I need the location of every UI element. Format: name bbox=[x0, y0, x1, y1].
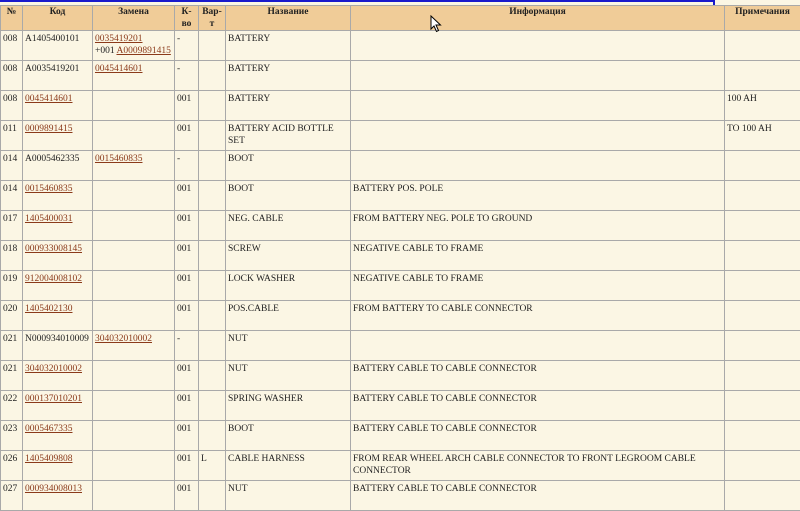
cell-quantity bbox=[175, 151, 199, 181]
cell-code bbox=[23, 91, 93, 121]
row-number: 008 bbox=[3, 64, 17, 74]
cell-code bbox=[23, 61, 93, 91]
cell-code bbox=[23, 211, 93, 241]
part-name: LOCK WASHER bbox=[228, 274, 295, 284]
part-name: NEG. CABLE bbox=[228, 214, 283, 224]
part-code-link[interactable]: 304032010002 bbox=[25, 364, 82, 374]
table-row bbox=[1, 241, 800, 271]
quantity: - bbox=[177, 64, 180, 74]
part-code-link[interactable]: 1405400031 bbox=[25, 214, 73, 224]
cell-code bbox=[23, 361, 93, 391]
cell-no bbox=[1, 121, 23, 151]
row-number: 023 bbox=[3, 424, 17, 434]
row-number: 008 bbox=[3, 94, 17, 104]
table-row bbox=[1, 121, 800, 151]
cell-information bbox=[351, 421, 725, 451]
cell-no bbox=[1, 391, 23, 421]
cell-no bbox=[1, 241, 23, 271]
row-number: 020 bbox=[3, 304, 17, 314]
cell-replacement bbox=[93, 31, 175, 61]
quantity: 001 bbox=[177, 94, 191, 104]
part-code-link[interactable]: 0015460835 bbox=[25, 184, 73, 194]
cell-information bbox=[351, 271, 725, 301]
part-code-link[interactable]: 0005467335 bbox=[25, 424, 73, 434]
cell-information bbox=[351, 121, 725, 151]
part-information: FROM REAR WHEEL ARCH CABLE CONNECTOR TO FRONT LEGROOM CABLE CONNECTOR bbox=[353, 454, 696, 476]
part-code-link[interactable]: 1405409808 bbox=[25, 454, 73, 464]
table-row bbox=[1, 211, 800, 241]
replacement-code-link[interactable]: 0045414601 bbox=[95, 64, 143, 74]
part-name: BATTERY bbox=[228, 64, 270, 74]
cell-quantity bbox=[175, 451, 199, 481]
quantity: 001 bbox=[177, 364, 191, 374]
cell-no bbox=[1, 271, 23, 301]
replacement-prefix: +001 bbox=[95, 46, 116, 56]
table-row bbox=[1, 301, 800, 331]
table-row bbox=[1, 391, 800, 421]
cell-information bbox=[351, 361, 725, 391]
cell-no bbox=[1, 421, 23, 451]
quantity: - bbox=[177, 334, 180, 344]
table-row bbox=[1, 481, 800, 511]
part-name: NUT bbox=[228, 334, 248, 344]
cell-replacement bbox=[93, 121, 175, 151]
variant: L bbox=[201, 454, 207, 464]
cell-quantity bbox=[175, 331, 199, 361]
part-name: CABLE HARNESS bbox=[228, 454, 305, 464]
cell-variant bbox=[199, 151, 226, 181]
cell-no bbox=[1, 301, 23, 331]
cell-variant bbox=[199, 391, 226, 421]
cell-notes bbox=[725, 31, 800, 61]
table-row bbox=[1, 361, 800, 391]
cell-code bbox=[23, 421, 93, 451]
part-code-link[interactable]: 0009891415 bbox=[25, 124, 73, 134]
cell-notes bbox=[725, 61, 800, 91]
cell-information bbox=[351, 451, 725, 481]
part-information: BATTERY CABLE TO CABLE CONNECTOR bbox=[353, 424, 537, 434]
table-row bbox=[1, 421, 800, 451]
cell-information bbox=[351, 211, 725, 241]
cell-replacement bbox=[93, 61, 175, 91]
part-information: FROM BATTERY TO CABLE CONNECTOR bbox=[353, 304, 533, 314]
quantity: - bbox=[177, 34, 180, 44]
cell-name bbox=[226, 271, 351, 301]
part-information: NEGATIVE CABLE TO FRAME bbox=[353, 274, 483, 284]
part-name: BATTERY bbox=[228, 94, 270, 104]
cell-information bbox=[351, 151, 725, 181]
mouse-pointer-icon bbox=[430, 15, 442, 33]
row-number: 022 bbox=[3, 394, 17, 404]
table-row bbox=[1, 31, 800, 61]
part-name: NUT bbox=[228, 484, 248, 494]
cell-name bbox=[226, 61, 351, 91]
part-name: SCREW bbox=[228, 244, 261, 254]
part-code-link[interactable]: 912004008102 bbox=[25, 274, 82, 284]
table-header-row bbox=[1, 6, 800, 31]
cell-information bbox=[351, 241, 725, 271]
quantity: 001 bbox=[177, 394, 191, 404]
cell-no bbox=[1, 211, 23, 241]
quantity: 001 bbox=[177, 214, 191, 224]
cell-notes bbox=[725, 451, 800, 481]
quantity: - bbox=[177, 154, 180, 164]
cell-quantity bbox=[175, 181, 199, 211]
col-header-code[interactable]: Код bbox=[23, 6, 93, 31]
cell-name bbox=[226, 241, 351, 271]
cell-code bbox=[23, 451, 93, 481]
cell-name bbox=[226, 121, 351, 151]
col-header-notes[interactable]: Примечания bbox=[725, 6, 800, 31]
cell-no bbox=[1, 61, 23, 91]
cell-replacement bbox=[93, 361, 175, 391]
part-name: SPRING WASHER bbox=[228, 394, 303, 404]
table-row bbox=[1, 151, 800, 181]
cell-no bbox=[1, 331, 23, 361]
part-code-link[interactable]: 0045414601 bbox=[25, 94, 73, 104]
cell-information bbox=[351, 61, 725, 91]
table-row bbox=[1, 331, 800, 361]
cell-quantity bbox=[175, 271, 199, 301]
cell-variant bbox=[199, 331, 226, 361]
cell-quantity bbox=[175, 91, 199, 121]
cell-variant bbox=[199, 31, 226, 61]
cell-information bbox=[351, 391, 725, 421]
quantity: 001 bbox=[177, 124, 191, 134]
cell-name bbox=[226, 301, 351, 331]
cell-replacement bbox=[93, 271, 175, 301]
cell-no bbox=[1, 361, 23, 391]
quantity: 001 bbox=[177, 484, 191, 494]
cell-quantity bbox=[175, 481, 199, 511]
row-number: 008 bbox=[3, 34, 17, 44]
row-number: 021 bbox=[3, 364, 17, 374]
row-number: 014 bbox=[3, 184, 17, 194]
cell-no bbox=[1, 91, 23, 121]
cell-variant bbox=[199, 481, 226, 511]
quantity: 001 bbox=[177, 184, 191, 194]
row-number: 027 bbox=[3, 484, 17, 494]
col-header-information[interactable]: Информация bbox=[351, 6, 725, 31]
window-top-border bbox=[0, 0, 714, 2]
cell-variant bbox=[199, 271, 226, 301]
replacement-code-link[interactable]: 0015460835 bbox=[95, 154, 143, 164]
part-code-link[interactable]: 000933008145 bbox=[25, 244, 82, 254]
part-note: 100 AH bbox=[727, 94, 757, 104]
cell-code bbox=[23, 151, 93, 181]
col-header-quantity[interactable]: К-во bbox=[175, 6, 199, 31]
cell-name bbox=[226, 361, 351, 391]
cell-quantity bbox=[175, 61, 199, 91]
part-code: A1405400101 bbox=[25, 34, 79, 44]
cell-name bbox=[226, 181, 351, 211]
cell-code bbox=[23, 481, 93, 511]
cell-replacement bbox=[93, 481, 175, 511]
cell-code bbox=[23, 301, 93, 331]
cell-notes bbox=[725, 121, 800, 151]
cell-variant bbox=[199, 451, 226, 481]
cell-variant bbox=[199, 61, 226, 91]
cell-code bbox=[23, 271, 93, 301]
cell-no bbox=[1, 481, 23, 511]
cell-notes bbox=[725, 151, 800, 181]
cell-notes bbox=[725, 481, 800, 511]
cell-notes bbox=[725, 331, 800, 361]
cell-notes bbox=[725, 241, 800, 271]
part-code: A0005462335 bbox=[25, 154, 79, 164]
cell-quantity bbox=[175, 121, 199, 151]
cell-variant bbox=[199, 301, 226, 331]
cell-notes bbox=[725, 211, 800, 241]
cell-code bbox=[23, 331, 93, 361]
row-number: 011 bbox=[3, 124, 17, 134]
part-code-link[interactable]: 1405402130 bbox=[25, 304, 73, 314]
row-number: 026 bbox=[3, 454, 17, 464]
quantity: 001 bbox=[177, 274, 191, 284]
cell-name bbox=[226, 451, 351, 481]
cell-name bbox=[226, 31, 351, 61]
cell-information bbox=[351, 91, 725, 121]
parts-table bbox=[0, 5, 800, 511]
col-header-replacement[interactable]: Замена bbox=[93, 6, 175, 31]
table-row bbox=[1, 181, 800, 211]
cell-quantity bbox=[175, 31, 199, 61]
row-number: 014 bbox=[3, 154, 17, 164]
cell-replacement bbox=[93, 211, 175, 241]
cell-notes bbox=[725, 91, 800, 121]
part-information: BATTERY CABLE TO CABLE CONNECTOR bbox=[353, 364, 537, 374]
cell-quantity bbox=[175, 211, 199, 241]
cell-code bbox=[23, 181, 93, 211]
part-information: FROM BATTERY NEG. POLE TO GROUND bbox=[353, 214, 532, 224]
cell-notes bbox=[725, 421, 800, 451]
table-row bbox=[1, 91, 800, 121]
cell-notes bbox=[725, 271, 800, 301]
cell-information bbox=[351, 481, 725, 511]
cell-variant bbox=[199, 181, 226, 211]
cell-replacement bbox=[93, 91, 175, 121]
cell-notes bbox=[725, 181, 800, 211]
part-name: BOOT bbox=[228, 184, 254, 194]
part-code-link[interactable]: 000934008013 bbox=[25, 484, 82, 494]
cell-replacement bbox=[93, 241, 175, 271]
cell-quantity bbox=[175, 421, 199, 451]
cell-variant bbox=[199, 91, 226, 121]
replacement-code-link[interactable]: 0035419201 bbox=[95, 34, 143, 44]
quantity: 001 bbox=[177, 454, 191, 464]
cell-name bbox=[226, 331, 351, 361]
part-information: BATTERY CABLE TO CABLE CONNECTOR bbox=[353, 484, 537, 494]
cell-no bbox=[1, 181, 23, 211]
part-name: BATTERY bbox=[228, 34, 270, 44]
row-number: 021 bbox=[3, 334, 17, 344]
cell-code bbox=[23, 31, 93, 61]
col-header-variant[interactable]: Вар-т bbox=[199, 6, 226, 31]
replacement-code-link-2[interactable]: A0009891415 bbox=[116, 46, 170, 56]
cell-information bbox=[351, 181, 725, 211]
cell-variant bbox=[199, 421, 226, 451]
part-code: N000934010009 bbox=[25, 334, 89, 344]
part-information: BATTERY POS. POLE bbox=[353, 184, 443, 194]
col-header-name[interactable]: Название bbox=[226, 6, 351, 31]
quantity: 001 bbox=[177, 244, 191, 254]
col-header-no[interactable]: № bbox=[1, 6, 23, 31]
part-name: BATTERY ACID BOTTLE SET bbox=[228, 124, 334, 146]
cell-name bbox=[226, 391, 351, 421]
cell-code bbox=[23, 391, 93, 421]
cell-replacement bbox=[93, 331, 175, 361]
cell-information bbox=[351, 331, 725, 361]
cell-no bbox=[1, 31, 23, 61]
row-number: 019 bbox=[3, 274, 17, 284]
cell-replacement bbox=[93, 151, 175, 181]
quantity: 001 bbox=[177, 304, 191, 314]
cell-information bbox=[351, 301, 725, 331]
table-row bbox=[1, 451, 800, 481]
cell-name bbox=[226, 481, 351, 511]
cell-replacement bbox=[93, 181, 175, 211]
cell-name bbox=[226, 421, 351, 451]
replacement-code-link[interactable]: 304032010002 bbox=[95, 334, 152, 344]
cell-quantity bbox=[175, 301, 199, 331]
cell-information bbox=[351, 31, 725, 61]
cell-quantity bbox=[175, 391, 199, 421]
cell-quantity bbox=[175, 361, 199, 391]
cell-replacement bbox=[93, 421, 175, 451]
part-code: A0035419201 bbox=[25, 64, 79, 74]
row-number: 017 bbox=[3, 214, 17, 224]
cell-quantity bbox=[175, 241, 199, 271]
cell-replacement bbox=[93, 451, 175, 481]
cell-name bbox=[226, 91, 351, 121]
table-row bbox=[1, 271, 800, 301]
part-name: BOOT bbox=[228, 154, 254, 164]
cell-variant bbox=[199, 361, 226, 391]
cell-notes bbox=[725, 361, 800, 391]
part-name: BOOT bbox=[228, 424, 254, 434]
part-note: TO 100 AH bbox=[727, 124, 772, 134]
cell-code bbox=[23, 241, 93, 271]
cell-no bbox=[1, 151, 23, 181]
part-information: NEGATIVE CABLE TO FRAME bbox=[353, 244, 483, 254]
cell-code bbox=[23, 121, 93, 151]
cell-no bbox=[1, 451, 23, 481]
cell-variant bbox=[199, 241, 226, 271]
part-code-link[interactable]: 000137010201 bbox=[25, 394, 82, 404]
cell-name bbox=[226, 211, 351, 241]
cell-replacement bbox=[93, 301, 175, 331]
part-information: BATTERY CABLE TO CABLE CONNECTOR bbox=[353, 394, 537, 404]
quantity: 001 bbox=[177, 424, 191, 434]
table-row bbox=[1, 61, 800, 91]
cell-variant bbox=[199, 121, 226, 151]
row-number: 018 bbox=[3, 244, 17, 254]
cell-replacement bbox=[93, 391, 175, 421]
cell-name bbox=[226, 151, 351, 181]
part-name: NUT bbox=[228, 364, 248, 374]
cell-notes bbox=[725, 301, 800, 331]
part-name: POS.CABLE bbox=[228, 304, 279, 314]
cell-variant bbox=[199, 211, 226, 241]
cell-notes bbox=[725, 391, 800, 421]
